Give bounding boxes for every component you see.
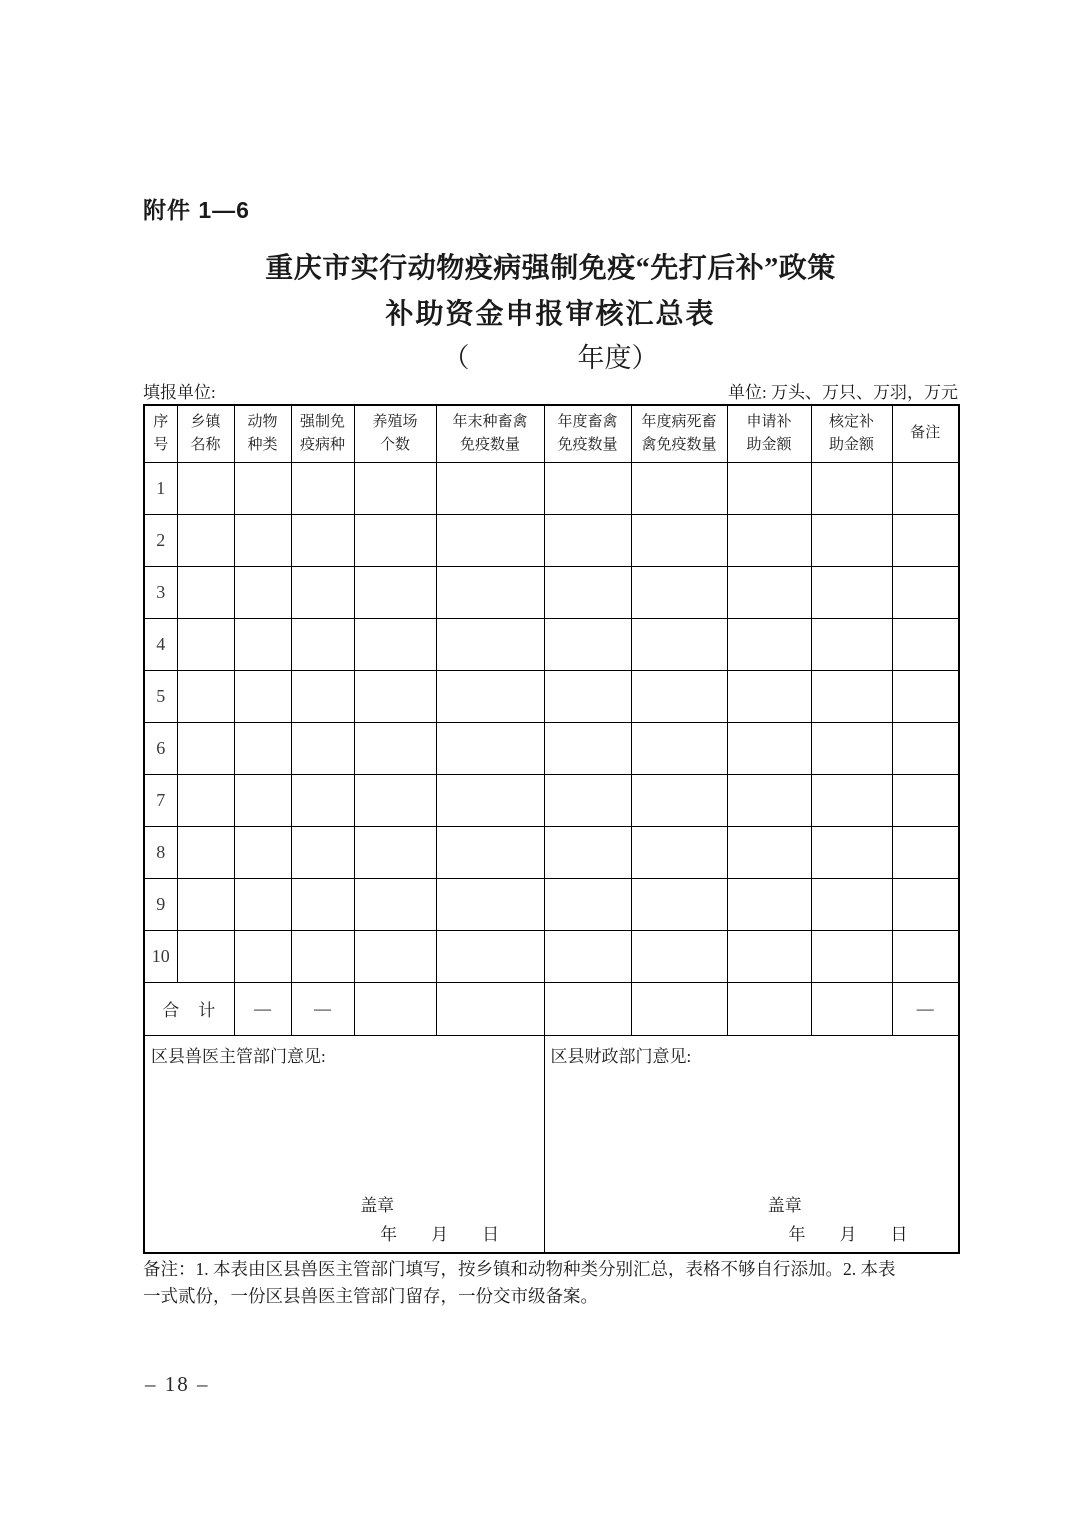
empty-cell bbox=[544, 878, 631, 930]
table-row bbox=[144, 878, 959, 930]
col-header-dead-livestock-immunized: 年度病死畜 禽免疫数量 bbox=[631, 405, 727, 462]
empty-cell bbox=[811, 566, 892, 618]
empty-cell bbox=[234, 670, 291, 722]
footnote-line2: 一式贰份，一份区县兽医主管部门留存，一份交市级备案。 bbox=[143, 1286, 598, 1306]
col-header-township: 乡镇 名称 bbox=[177, 405, 234, 462]
empty-cell bbox=[727, 982, 811, 1035]
empty-cell bbox=[436, 618, 544, 670]
empty-cell bbox=[234, 514, 291, 566]
row-number: 5 bbox=[144, 670, 177, 722]
empty-cell bbox=[544, 982, 631, 1035]
empty-cell bbox=[892, 670, 959, 722]
col-header-farm-count: 养殖场 个数 bbox=[354, 405, 436, 462]
table-row bbox=[144, 670, 959, 722]
empty-cell bbox=[727, 930, 811, 982]
empty-cell bbox=[234, 618, 291, 670]
empty-cell bbox=[544, 826, 631, 878]
empty-cell bbox=[354, 462, 436, 514]
document-title-line1: 重庆市实行动物疫病强制免疫“先打后补”政策 bbox=[265, 253, 836, 284]
empty-cell bbox=[631, 722, 727, 774]
total-dash-remarks: — bbox=[892, 982, 959, 1035]
empty-cell bbox=[631, 774, 727, 826]
empty-cell bbox=[354, 618, 436, 670]
empty-cell bbox=[631, 670, 727, 722]
empty-cell bbox=[234, 722, 291, 774]
empty-cell bbox=[727, 670, 811, 722]
empty-cell bbox=[727, 774, 811, 826]
table-header-row bbox=[144, 405, 959, 462]
empty-cell bbox=[631, 566, 727, 618]
empty-cell bbox=[436, 566, 544, 618]
empty-cell bbox=[177, 670, 234, 722]
empty-cell bbox=[631, 618, 727, 670]
total-row bbox=[144, 982, 959, 1035]
empty-cell bbox=[436, 826, 544, 878]
empty-cell bbox=[727, 566, 811, 618]
empty-cell bbox=[811, 514, 892, 566]
empty-cell bbox=[631, 930, 727, 982]
reporting-unit-label: 填报单位: bbox=[143, 383, 216, 402]
empty-cell bbox=[234, 566, 291, 618]
table-row bbox=[144, 514, 959, 566]
empty-cell bbox=[727, 514, 811, 566]
empty-cell bbox=[727, 878, 811, 930]
empty-cell bbox=[354, 982, 436, 1035]
empty-cell bbox=[436, 774, 544, 826]
col-header-applied-subsidy: 申请补 助金额 bbox=[727, 405, 811, 462]
empty-cell bbox=[291, 774, 354, 826]
empty-cell bbox=[354, 930, 436, 982]
empty-cell bbox=[354, 670, 436, 722]
row-number: 1 bbox=[144, 462, 177, 514]
total-label: 合 计 bbox=[144, 982, 234, 1035]
col-header-yearend-breeding-immunized: 年末种畜禽 免疫数量 bbox=[436, 405, 544, 462]
empty-cell bbox=[892, 722, 959, 774]
opinion-row bbox=[144, 1035, 959, 1253]
empty-cell bbox=[177, 930, 234, 982]
empty-cell bbox=[354, 722, 436, 774]
empty-cell bbox=[631, 514, 727, 566]
empty-cell bbox=[291, 462, 354, 514]
empty-cell bbox=[354, 826, 436, 878]
total-dash-disease: — bbox=[291, 982, 354, 1035]
empty-cell bbox=[291, 930, 354, 982]
empty-cell bbox=[811, 774, 892, 826]
seal-label-left: 盖章 bbox=[360, 1196, 395, 1215]
empty-cell bbox=[544, 774, 631, 826]
empty-cell bbox=[177, 722, 234, 774]
table-row bbox=[144, 930, 959, 982]
empty-cell bbox=[291, 670, 354, 722]
empty-cell bbox=[291, 618, 354, 670]
empty-cell bbox=[234, 878, 291, 930]
row-number: 8 bbox=[144, 826, 177, 878]
empty-cell bbox=[354, 514, 436, 566]
empty-cell bbox=[177, 774, 234, 826]
empty-cell bbox=[177, 826, 234, 878]
finance-department-opinion-label: 区县财政部门意见: bbox=[550, 1046, 692, 1066]
empty-cell bbox=[811, 722, 892, 774]
empty-cell bbox=[631, 878, 727, 930]
measurement-unit-note: 单位: 万头、万只、万羽，万元 bbox=[728, 383, 958, 402]
empty-cell bbox=[234, 930, 291, 982]
empty-cell bbox=[354, 878, 436, 930]
empty-cell bbox=[544, 566, 631, 618]
empty-cell bbox=[811, 930, 892, 982]
empty-cell bbox=[892, 566, 959, 618]
document-title-line2: 补助资金申报审核汇总表 bbox=[385, 299, 716, 330]
empty-cell bbox=[631, 462, 727, 514]
empty-cell bbox=[727, 826, 811, 878]
empty-cell bbox=[892, 462, 959, 514]
empty-cell bbox=[892, 826, 959, 878]
empty-cell bbox=[177, 514, 234, 566]
attachment-label: 附件 1—6 bbox=[143, 197, 250, 223]
empty-cell bbox=[544, 514, 631, 566]
empty-cell bbox=[631, 826, 727, 878]
summary-table bbox=[143, 404, 960, 1254]
empty-cell bbox=[811, 670, 892, 722]
row-number: 4 bbox=[144, 618, 177, 670]
empty-cell bbox=[436, 982, 544, 1035]
empty-cell bbox=[436, 462, 544, 514]
empty-cell bbox=[544, 722, 631, 774]
veterinary-authority-opinion-label: 区县兽医主管部门意见: bbox=[151, 1046, 326, 1066]
row-number: 10 bbox=[144, 930, 177, 982]
year-blank-line: （ 年度） bbox=[442, 343, 659, 373]
finance-department-opinion-box bbox=[544, 1035, 959, 1253]
empty-cell bbox=[291, 878, 354, 930]
empty-cell bbox=[436, 722, 544, 774]
row-number: 9 bbox=[144, 878, 177, 930]
empty-cell bbox=[727, 618, 811, 670]
col-header-animal-type: 动物 种类 bbox=[234, 405, 291, 462]
empty-cell bbox=[544, 462, 631, 514]
empty-cell bbox=[811, 826, 892, 878]
empty-cell bbox=[727, 722, 811, 774]
seal-label-right: 盖章 bbox=[767, 1196, 802, 1215]
empty-cell bbox=[354, 774, 436, 826]
date-line-left: 年 月 日 bbox=[380, 1225, 500, 1244]
empty-cell bbox=[436, 930, 544, 982]
empty-cell bbox=[291, 566, 354, 618]
row-number: 3 bbox=[144, 566, 177, 618]
empty-cell bbox=[436, 514, 544, 566]
empty-cell bbox=[291, 722, 354, 774]
table-row bbox=[144, 774, 959, 826]
page-number: – 18 – bbox=[145, 1372, 210, 1396]
row-number: 7 bbox=[144, 774, 177, 826]
row-number: 6 bbox=[144, 722, 177, 774]
empty-cell bbox=[811, 462, 892, 514]
empty-cell bbox=[544, 670, 631, 722]
empty-cell bbox=[892, 930, 959, 982]
empty-cell bbox=[727, 462, 811, 514]
unit-row bbox=[143, 378, 958, 403]
empty-cell bbox=[811, 618, 892, 670]
empty-cell bbox=[177, 566, 234, 618]
empty-cell bbox=[291, 514, 354, 566]
table-row bbox=[144, 826, 959, 878]
table-row bbox=[144, 566, 959, 618]
empty-cell bbox=[436, 670, 544, 722]
empty-cell bbox=[892, 878, 959, 930]
empty-cell bbox=[436, 878, 544, 930]
empty-cell bbox=[892, 618, 959, 670]
empty-cell bbox=[811, 982, 892, 1035]
empty-cell bbox=[234, 774, 291, 826]
empty-cell bbox=[354, 566, 436, 618]
table-row bbox=[144, 462, 959, 514]
empty-cell bbox=[177, 462, 234, 514]
col-header-approved-subsidy: 核定补 助金额 bbox=[811, 405, 892, 462]
veterinary-authority-opinion-box bbox=[144, 1035, 544, 1253]
empty-cell bbox=[234, 462, 291, 514]
empty-cell bbox=[631, 982, 727, 1035]
empty-cell bbox=[234, 826, 291, 878]
empty-cell bbox=[892, 774, 959, 826]
footnotes bbox=[143, 1256, 965, 1310]
empty-cell bbox=[291, 826, 354, 878]
empty-cell bbox=[892, 514, 959, 566]
empty-cell bbox=[811, 878, 892, 930]
row-number: 2 bbox=[144, 514, 177, 566]
empty-cell bbox=[177, 878, 234, 930]
footnote-line1: 备注：1. 本表由区县兽医主管部门填写，按乡镇和动物种类分别汇总，表格不够自行添加。2. 本表 bbox=[143, 1259, 896, 1279]
date-line-right: 年 月 日 bbox=[788, 1225, 908, 1244]
table-row bbox=[144, 618, 959, 670]
table-row bbox=[144, 722, 959, 774]
total-dash-animal-type: — bbox=[234, 982, 291, 1035]
col-header-remarks: 备注 bbox=[892, 405, 959, 462]
col-header-annual-livestock-immunized: 年度畜禽 免疫数量 bbox=[544, 405, 631, 462]
empty-cell bbox=[177, 618, 234, 670]
empty-cell bbox=[544, 618, 631, 670]
empty-cell bbox=[544, 930, 631, 982]
col-header-disease: 强制免 疫病种 bbox=[291, 405, 354, 462]
col-header-seq: 序 号 bbox=[144, 405, 177, 462]
